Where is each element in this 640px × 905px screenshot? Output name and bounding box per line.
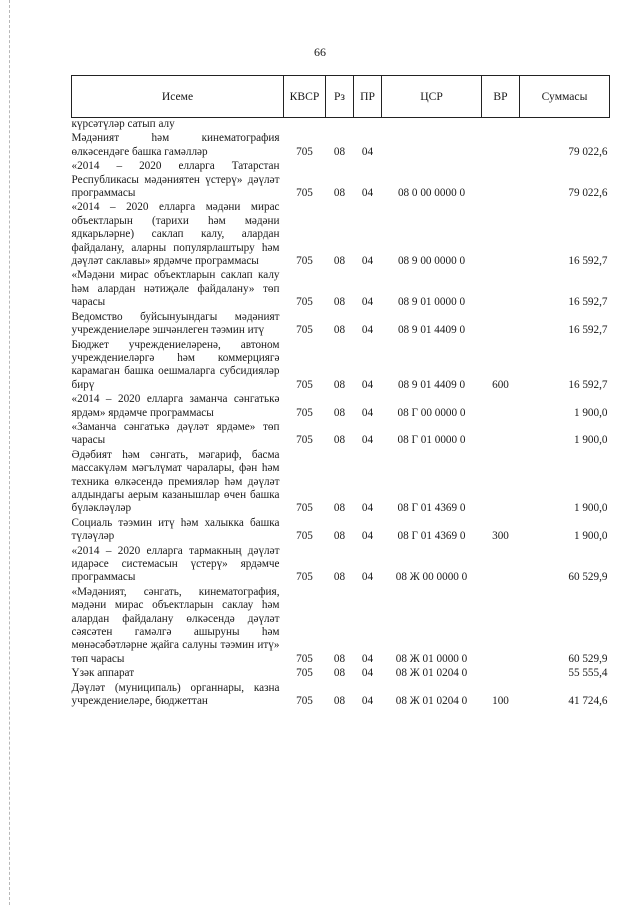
row-rz: 08 <box>333 378 346 391</box>
table-row <box>72 667 610 681</box>
header-sum: Суммасы <box>520 76 610 118</box>
row-pr: 04 <box>361 667 374 680</box>
row-vr <box>482 545 520 586</box>
row-sum <box>520 118 610 133</box>
row-kvsr: 705 <box>296 255 313 268</box>
table-row <box>72 421 610 449</box>
table-row <box>72 545 610 586</box>
row-name: «Заманча сәнгатькә дәүләт ярдәме» төп чарасы <box>71 420 280 447</box>
row-rz: 08 <box>333 406 346 419</box>
row-sum: 16 592,7 <box>568 324 608 337</box>
row-sum: 41 724,6 <box>568 695 608 708</box>
row-name: «2014 – 2020 елларга заманча сәнгатькә ярдәм» ярдәмче программасы <box>71 393 280 419</box>
row-sum: 60 529,9 <box>568 652 608 665</box>
header-name: Исеме <box>72 76 284 118</box>
row-pr: 04 <box>361 652 374 665</box>
row-pr: 04 <box>361 406 374 419</box>
row-kvsr: 705 <box>296 695 313 708</box>
row-vr <box>482 160 520 201</box>
row-vr <box>482 393 520 421</box>
row-pr: 04 <box>361 502 374 515</box>
row-vr: 100 <box>492 695 509 708</box>
row-rz: 08 <box>333 145 346 158</box>
row-vr <box>482 118 520 133</box>
row-pr: 04 <box>361 324 374 337</box>
row-name: Бюджет учреждениеләренә, автоном учреждениеләргә һәм коммерциягә карамаган башка оешмаларга субсидияләр бирү <box>71 338 280 391</box>
row-kvsr: 705 <box>296 406 313 419</box>
row-csr: 08 0 00 0000 0 <box>397 187 466 200</box>
header-pr: ПР <box>354 76 382 118</box>
row-name: «2014 – 2020 елларга Татарстан Республикасы мәдәниятен үстерү» дәүләт программасы <box>71 160 280 200</box>
row-csr: 08 9 01 4409 0 <box>397 378 466 391</box>
row-pr: 04 <box>361 255 374 268</box>
row-kvsr: 705 <box>296 502 313 515</box>
row-rz: 08 <box>333 571 346 584</box>
row-csr: 08 9 00 0000 0 <box>397 255 466 268</box>
row-csr: 08 Г 01 4369 0 <box>397 530 466 543</box>
table-row <box>72 517 610 545</box>
table-row <box>72 311 610 339</box>
row-kvsr: 705 <box>296 652 313 665</box>
row-rz: 08 <box>333 652 346 665</box>
row-name: Әдәбият һәм сәнгать, мәгариф, басма массакүләм мәгълүмат чаралары, фән һәм техника өлкәсендә премияләр һәм дәүләт алдындагы аерым казанышлар өчен башка бүләкләүләр <box>71 448 280 515</box>
row-rz: 08 <box>333 296 346 309</box>
row-sum: 1 900,0 <box>573 434 608 447</box>
row-kvsr <box>284 118 326 133</box>
row-vr <box>482 132 520 160</box>
row-sum: 16 592,7 <box>568 378 608 391</box>
table-row <box>72 586 610 667</box>
row-pr: 04 <box>361 571 374 584</box>
row-csr: 08 Ж 01 0204 0 <box>395 695 468 708</box>
row-vr <box>482 269 520 310</box>
row-name: Мәдәният һәм кинематография өлкәсендәге башка гамәлләр <box>71 132 280 158</box>
row-pr: 04 <box>361 378 374 391</box>
table-row <box>72 132 610 160</box>
row-sum: 16 592,7 <box>568 296 608 309</box>
row-kvsr: 705 <box>296 378 313 391</box>
table-row <box>72 339 610 394</box>
table-header <box>72 76 610 118</box>
row-vr <box>482 586 520 667</box>
page-number: 66 <box>314 45 326 59</box>
table-row <box>72 269 610 310</box>
row-name: «2014 – 2020 елларга мәдәни мирас объектларын (тарихи һәм мәдәни ядкарьләрне) саклап калу, алардан файдалану, аларны популярлаштыру һәм дәүләт саклавы» ярдәмче программасы <box>71 201 280 268</box>
row-rz: 08 <box>333 434 346 447</box>
row-vr: 300 <box>492 530 509 543</box>
table-row <box>72 449 610 517</box>
row-sum: 79 022,6 <box>568 187 608 200</box>
row-sum: 16 592,7 <box>568 255 608 268</box>
row-pr: 04 <box>361 530 374 543</box>
row-sum: 79 022,6 <box>568 145 608 158</box>
row-sum: 60 529,9 <box>568 571 608 584</box>
row-name: Ведомство буйсынуындагы мәдәният учреждениеләре эшчәнлеген тәэмин итү <box>71 310 280 337</box>
row-kvsr: 705 <box>296 187 313 200</box>
row-vr <box>482 311 520 339</box>
row-rz <box>326 118 354 133</box>
header-vr: ВР <box>482 76 520 118</box>
row-pr: 04 <box>361 187 374 200</box>
table-row <box>72 118 610 133</box>
header-csr: ЦСР <box>382 76 482 118</box>
row-vr <box>482 449 520 517</box>
row-name: Социаль тәэмин итү һәм халыкка башка түләүләр <box>71 516 280 543</box>
row-sum: 55 555,4 <box>568 667 608 680</box>
row-kvsr: 705 <box>296 296 313 309</box>
table-body <box>72 118 610 710</box>
row-sum: 1 900,0 <box>573 406 608 419</box>
row-pr: 04 <box>361 434 374 447</box>
row-sum: 1 900,0 <box>573 530 608 543</box>
row-kvsr: 705 <box>296 145 313 158</box>
row-vr: 600 <box>492 378 509 391</box>
table-row <box>72 393 610 421</box>
row-kvsr: 705 <box>296 571 313 584</box>
binding-edge-line <box>9 0 10 905</box>
row-pr: 04 <box>361 695 374 708</box>
row-name: Үзәк аппарат <box>71 667 135 680</box>
row-rz: 08 <box>333 187 346 200</box>
row-vr <box>482 421 520 449</box>
row-sum: 1 900,0 <box>573 502 608 515</box>
row-rz: 08 <box>333 255 346 268</box>
row-vr <box>482 201 520 269</box>
budget-table <box>71 75 610 709</box>
header-kvsr: КВСР <box>284 76 326 118</box>
row-rz: 08 <box>333 324 346 337</box>
row-name: «Мәдәни мирас объектларын саклап калу һәм алардан нәтиҗәле файдалану» төп чарасы <box>71 269 280 309</box>
row-name: «Мәдәният, сәнгать, кинематография, мәдәни мирас объектларын саклау һәм алардан файдалану өлкәсендә дәүләт сәясәтен гамәлгә ашыруны һәм мөнәсәбәтләрне җайга салуны тәэмин итү» төп чарасы <box>71 585 280 665</box>
row-rz: 08 <box>333 695 346 708</box>
row-csr: 08 Ж 01 0000 0 <box>395 652 468 665</box>
row-pr: 04 <box>361 296 374 309</box>
row-pr <box>354 118 382 133</box>
row-kvsr: 705 <box>296 530 313 543</box>
row-pr: 04 <box>361 145 374 158</box>
row-name: Дәүләт (муниципаль) органнары, казна учреждениеләре, бюджеттан <box>71 681 280 708</box>
row-kvsr: 705 <box>296 667 313 680</box>
row-kvsr: 705 <box>296 324 313 337</box>
row-csr: 08 Г 01 4369 0 <box>397 502 466 515</box>
row-csr: 08 9 01 0000 0 <box>397 296 466 309</box>
row-csr: 08 Ж 01 0204 0 <box>395 667 468 680</box>
table-row <box>72 160 610 201</box>
row-csr: 08 9 01 4409 0 <box>397 324 466 337</box>
row-name: «2014 – 2020 елларга тармакның дәүләт идарәсе системасын үстерү» ярдәмче программасы <box>71 544 280 584</box>
row-rz: 08 <box>333 530 346 543</box>
header-rz: Рз <box>326 76 354 118</box>
row-vr <box>482 667 520 681</box>
row-rz: 08 <box>333 502 346 515</box>
row-csr: 08 Г 00 0000 0 <box>397 406 466 419</box>
row-rz: 08 <box>333 667 346 680</box>
row-name: күрсәтүләр сатып алу <box>71 118 175 130</box>
table-row <box>72 201 610 269</box>
table-row <box>72 682 610 710</box>
row-kvsr: 705 <box>296 434 313 447</box>
row-csr <box>382 132 482 160</box>
row-csr: 08 Ж 00 0000 0 <box>395 571 468 584</box>
row-csr: 08 Г 01 0000 0 <box>397 434 466 447</box>
row-csr <box>382 118 482 133</box>
